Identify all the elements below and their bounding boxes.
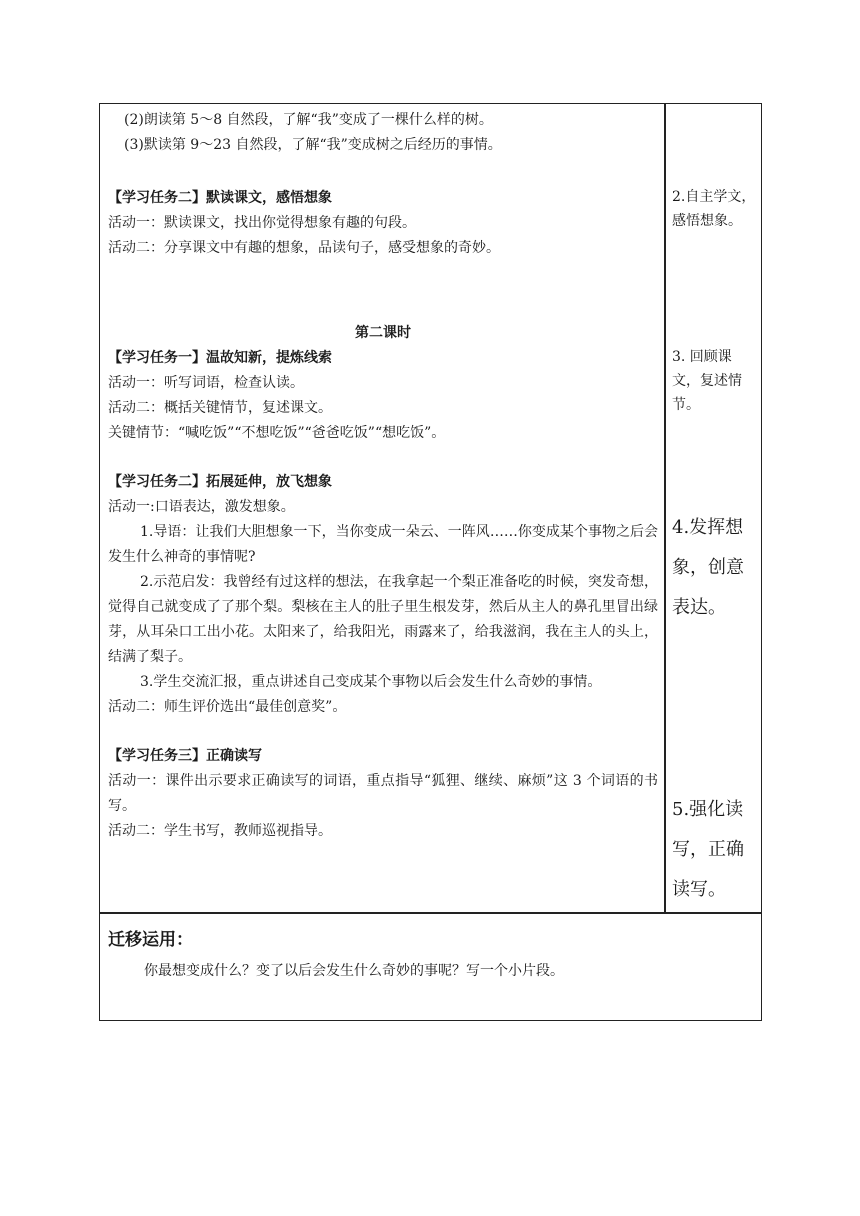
activity-line: 活动二：学生书写，教师巡视指导。 — [108, 823, 332, 839]
lesson-heading: 第二课时 — [355, 325, 411, 341]
activity-line: 活动一：默读课文，找出你觉得想象有趣的句段。 — [108, 215, 416, 231]
intro-line-2: (2)朗读第 5～8 自然段，了解“我”变成了一棵什么样的树。 — [124, 112, 493, 128]
row-divider — [99, 912, 762, 914]
task-heading: 【学习任务二】拓展延伸，放飞想象 — [108, 474, 332, 490]
intro-line-3: (3)默读第 9～23 自然段，了解“我”变成树之后经历的事情。 — [124, 137, 502, 153]
design-intent-5: 5.强化读写，正确读写。 — [672, 799, 744, 900]
transfer-application-cell — [108, 925, 748, 984]
design-intent-4: 4.发挥想象，创意表达。 — [672, 517, 744, 618]
column-divider — [664, 103, 666, 913]
activity-line: 活动一：课件出示要求正确读写的词语，重点指导“狐狸、继续、麻烦”这 3 个词语的书写。 — [108, 773, 658, 814]
step-paragraph: 2.示范启发：我曾经有过这样的想法，在我拿起一个梨正准备吃的时候，突发奇想，觉得自己就变成了了那个梨。梨核在主人的肚子里生根发芽，然后从主人的鼻孔里冒出绿芽，从耳朵口工出小花。太阳来了，给我阳光，雨露来了，给我滋润，我在主人的头上，结满了梨子。 — [108, 574, 658, 665]
activity-line: 活动一:口语表达，激发想象。 — [108, 499, 295, 515]
task-heading: 【学习任务一】温故知新，提炼线索 — [108, 350, 332, 366]
activity-line: 活动一：听写词语，检查认读。 — [108, 375, 304, 391]
task-heading: 【学习任务三】正确读写 — [108, 748, 262, 764]
key-plot-line: 关键情节：“喊吃饭”“不想吃饭”“爸爸吃饭”“想吃饭”。 — [108, 425, 446, 441]
transfer-text: 你最想变成什么？变了以后会发生什么奇妙的事呢？写一个小片段。 — [144, 963, 564, 979]
design-intent-2: 2.自主学文，感悟想象。 — [672, 189, 756, 229]
task-heading: 【学习任务二】默读课文，感悟想象 — [108, 190, 332, 206]
teaching-process-cell — [108, 108, 658, 844]
step-paragraph: 3.学生交流汇报，重点讲述自己变成某个事物以后会发生什么奇妙的事情。 — [140, 674, 602, 690]
step-paragraph: 1.导语：让我们大胆想象一下，当你变成一朵云、一阵风……你变成某个事物之后会发生什么神奇的事情呢? — [108, 524, 658, 565]
transfer-title: 迁移运用： — [108, 930, 193, 950]
activity-line: 活动二：师生评价选出“最佳创意奖”。 — [108, 699, 347, 715]
activity-line: 活动二：概括关键情节，复述课文。 — [108, 400, 332, 416]
activity-line: 活动二：分享课文中有趣的想象，品读句子，感受想象的奇妙。 — [108, 240, 500, 256]
design-intent-3: 3. 回顾课文，复述情节。 — [672, 349, 742, 413]
